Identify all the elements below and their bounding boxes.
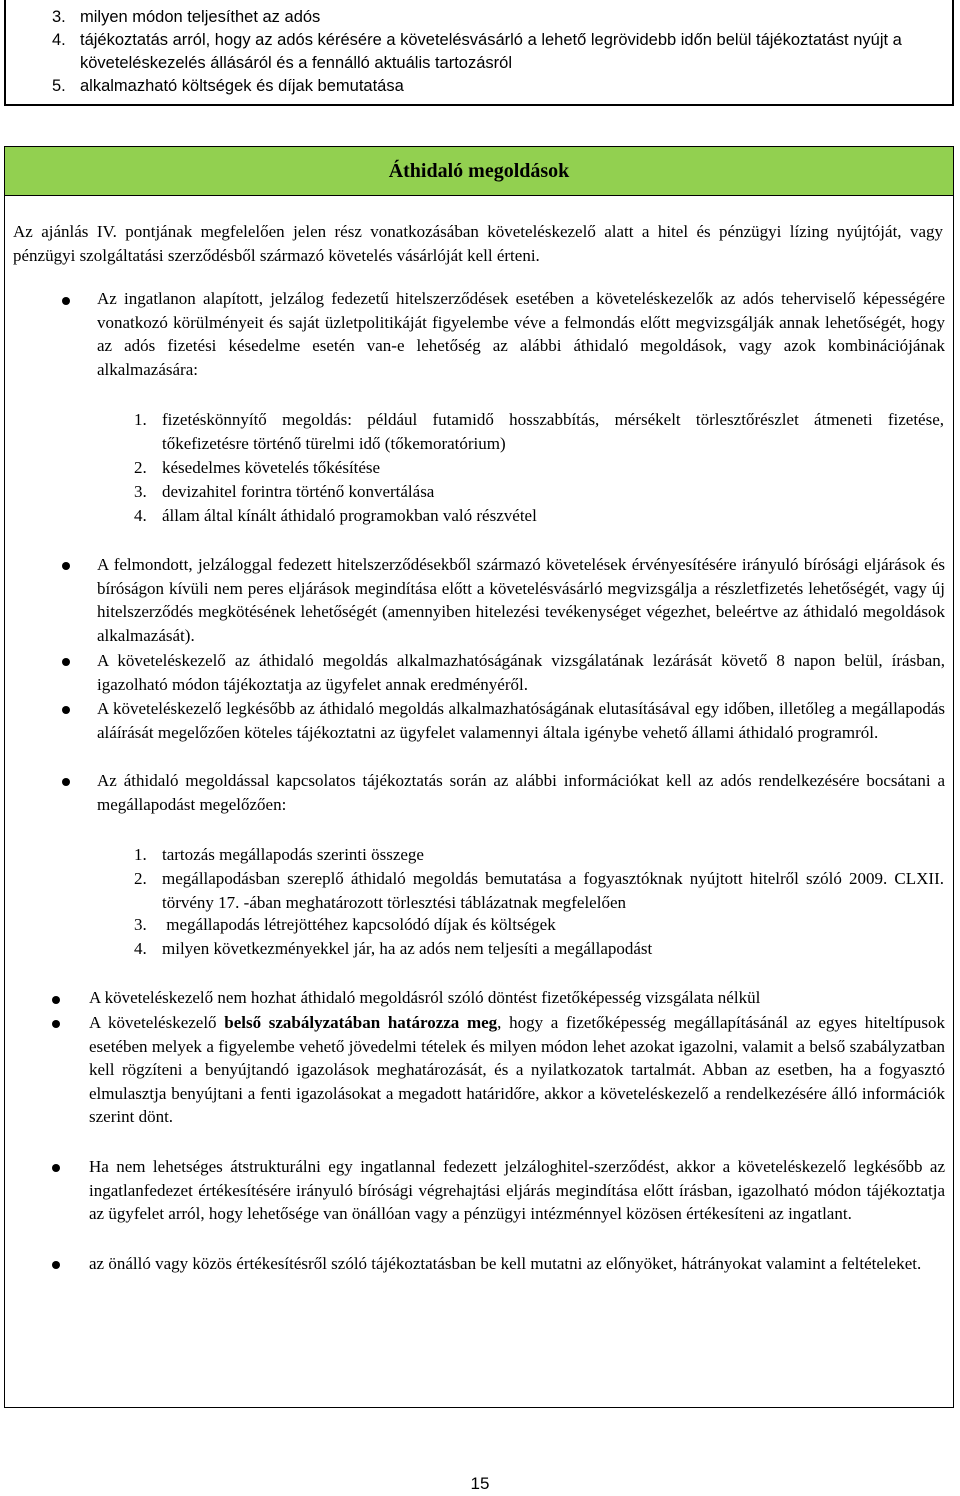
list-text: megállapodásban szereplő áthidaló megoldás bemutatása a fogyasztóknak nyújtott hitelről szóló 2009. CLXII. törvény 17. -ában meghatározott törlesztési táblázatnak megfelelően — [162, 869, 944, 912]
bullet-paragraph: A felmondott, jelzáloggal fedezett hitelszerződésekből származó követelések érvényesítésére irányuló bírósági eljárások és bíróságon kívüli nem peres eljárások megindítása előtt a követelésvásárló megvizsgálja a részletfizetés lehetőségét, vagy új hitelszerződés megkötésének lehetőségét (amennyiben hitelezési tevékenységet végezhet, beleértve az áthidaló megoldások alkalmazását). — [97, 555, 945, 645]
bullet-icon — [62, 706, 70, 714]
list-text: alkalmazható költségek és díjak bemutatása — [80, 77, 404, 95]
list-text: milyen módon teljesíthet az adós — [80, 8, 321, 26]
bullet-paragraph: A követeléskezelő az áthidaló megoldás alkalmazhatóságának vizsgálatának lezárását követő 8 napon belül, írásban, igazolható módon tájékoztatja az ügyfelet annak eredményéről. — [97, 651, 945, 694]
bullet-paragraph — [89, 1011, 945, 1129]
page-number: 15 — [470, 1474, 490, 1493]
list-number: 4. — [134, 939, 147, 958]
top-numbered-list — [52, 6, 942, 98]
list-item — [52, 75, 942, 98]
list-number: 2. — [134, 458, 147, 477]
bullet-icon — [52, 1020, 60, 1028]
list-number: 3. — [52, 8, 66, 26]
list-number: 3. — [134, 482, 147, 501]
bullet-icon — [62, 778, 70, 786]
list-number: 4. — [52, 31, 66, 49]
bullet-paragraph: A követeléskezelő legkésőbb az áthidaló megoldás alkalmazhatóságának elutasításával egy időben, illetőleg a megállapodás aláírását megelőzően köteles tájékoztatni az ügyfelet valamennyi általa igénybe vehető állami áthidaló programról. — [97, 699, 945, 742]
bullet-paragraph: az önálló vagy közös értékesítésről szóló tájékoztatásban be kell mutatni az előnyöket, hátrányokat valamint a feltételeket. — [89, 1254, 922, 1273]
bullet-paragraph: Az ingatlanon alapított, jelzálog fedezetű hitelszerződések esetében a követeléskezelők az adós teherviselő képességére vonatkozó körülményeit és saját üzletpolitikáját figyelembe véve a felmondás előtt megvizsgálják annak lehetőségét, hogy az adós fizetési késedelme esetén van-e lehetőség az alábbi áthidaló megoldások, vagy azok kombinációjának alkalmazására: — [97, 289, 945, 379]
list-text: milyen következményekkel jár, ha az adós nem teljesíti a megállapodást — [162, 939, 653, 958]
list-text: megállapodás létrejöttéhez kapcsolódó díjak és költségek — [162, 915, 556, 934]
list-number: 1. — [134, 845, 147, 864]
section-heading — [4, 146, 954, 196]
bullet-icon — [62, 297, 70, 305]
bullet-text: , hogy a fizetőképesség megállapításánál az egyes hiteltípusok esetében melyek a figyelembe vehető jövedelmi tételek és milyen módon lehet azokat igazolni, valamit a belső szabályzatban kell rögzíteni a benyújtandó igazolások meghatározását, és a nyilatkozatok tartalmát. Abban az esetben, ha a fogyasztó elmulasztja benyújtani a fenti igazolásokat a megadott határidőre, akkor a követeléskezelő a rendelkezésére álló információk szerint dönt. — [89, 1013, 945, 1127]
bullet-paragraph: Ha nem lehetséges átstrukturálni egy ingatlannal fedezett jelzáloghitel-szerződést, akkor a követeléskezelő legkésőbb az ingatlanfedezet értékesítésére irányuló bírósági végrehajtási eljárás megindítása előtt írásban, igazolható módon tájékoztatja az ügyfelet arról, hogy lehetősége van önállóan vagy a pénzügyi intézménnyel közösen értékesíteni az ingatlant. — [89, 1157, 945, 1224]
bullet-icon — [62, 658, 70, 666]
bullet-bold-text: belső szabályzatában határozza meg — [224, 1013, 498, 1032]
bullet-text: A követeléskezelő — [89, 1013, 225, 1032]
list-text: fizetéskönnyítő megoldás: például futamidő hosszabbítás, mérsékelt törlesztőrészlet átmeneti fizetése, tőkefizetésre történő türelmi idő (tőkemoratórium) — [162, 410, 944, 453]
list-text: állam által kínált áthidaló programokban való részvétel — [162, 506, 537, 525]
list-number: 4. — [134, 506, 147, 525]
list-item — [52, 29, 942, 75]
list-number: 3. — [134, 915, 147, 934]
list-text: tájékoztatás arról, hogy az adós kérésére a követelésvásárló a lehető legrövidebb időn belül tájékoztatást nyújt a követeléskezelés állásáról és a fennálló aktuális tartozásról — [80, 31, 902, 72]
list-text: devizahitel forintra történő konvertálása — [162, 482, 435, 501]
bullet-paragraph: A követeléskezelő nem hozhat áthidaló megoldásról szóló döntést fizetőképesség vizsgálata nélkül — [89, 988, 761, 1007]
section-heading-text: Áthidaló megoldások — [388, 159, 570, 182]
bullet-icon — [62, 562, 70, 570]
list-number: 5. — [52, 77, 66, 95]
bullet-paragraph: Az áthidaló megoldással kapcsolatos tájékoztatás során az alábbi információkat kell az adós rendelkezésére bocsátani a megállapodást megelőzően: — [97, 771, 945, 814]
list-number: 1. — [134, 410, 147, 429]
intro-paragraph: Az ajánlás IV. pontjának megfelelően jelen rész vonatkozásában követeléskezelő alatt a hitel és pénzügyi lízing nyújtóját, vagy pénzügyi szolgáltatási szerződésből származó követelés vásárlóját kell érteni. — [13, 222, 943, 265]
bullet-icon — [52, 996, 60, 1004]
list-number: 2. — [134, 869, 147, 888]
list-text: tartozás megállapodás szerinti összege — [162, 845, 424, 864]
bullet-icon — [52, 1164, 60, 1172]
bullet-icon — [52, 1261, 60, 1269]
list-item — [52, 6, 942, 29]
list-text: késedelmes követelés tőkésítése — [162, 458, 381, 477]
